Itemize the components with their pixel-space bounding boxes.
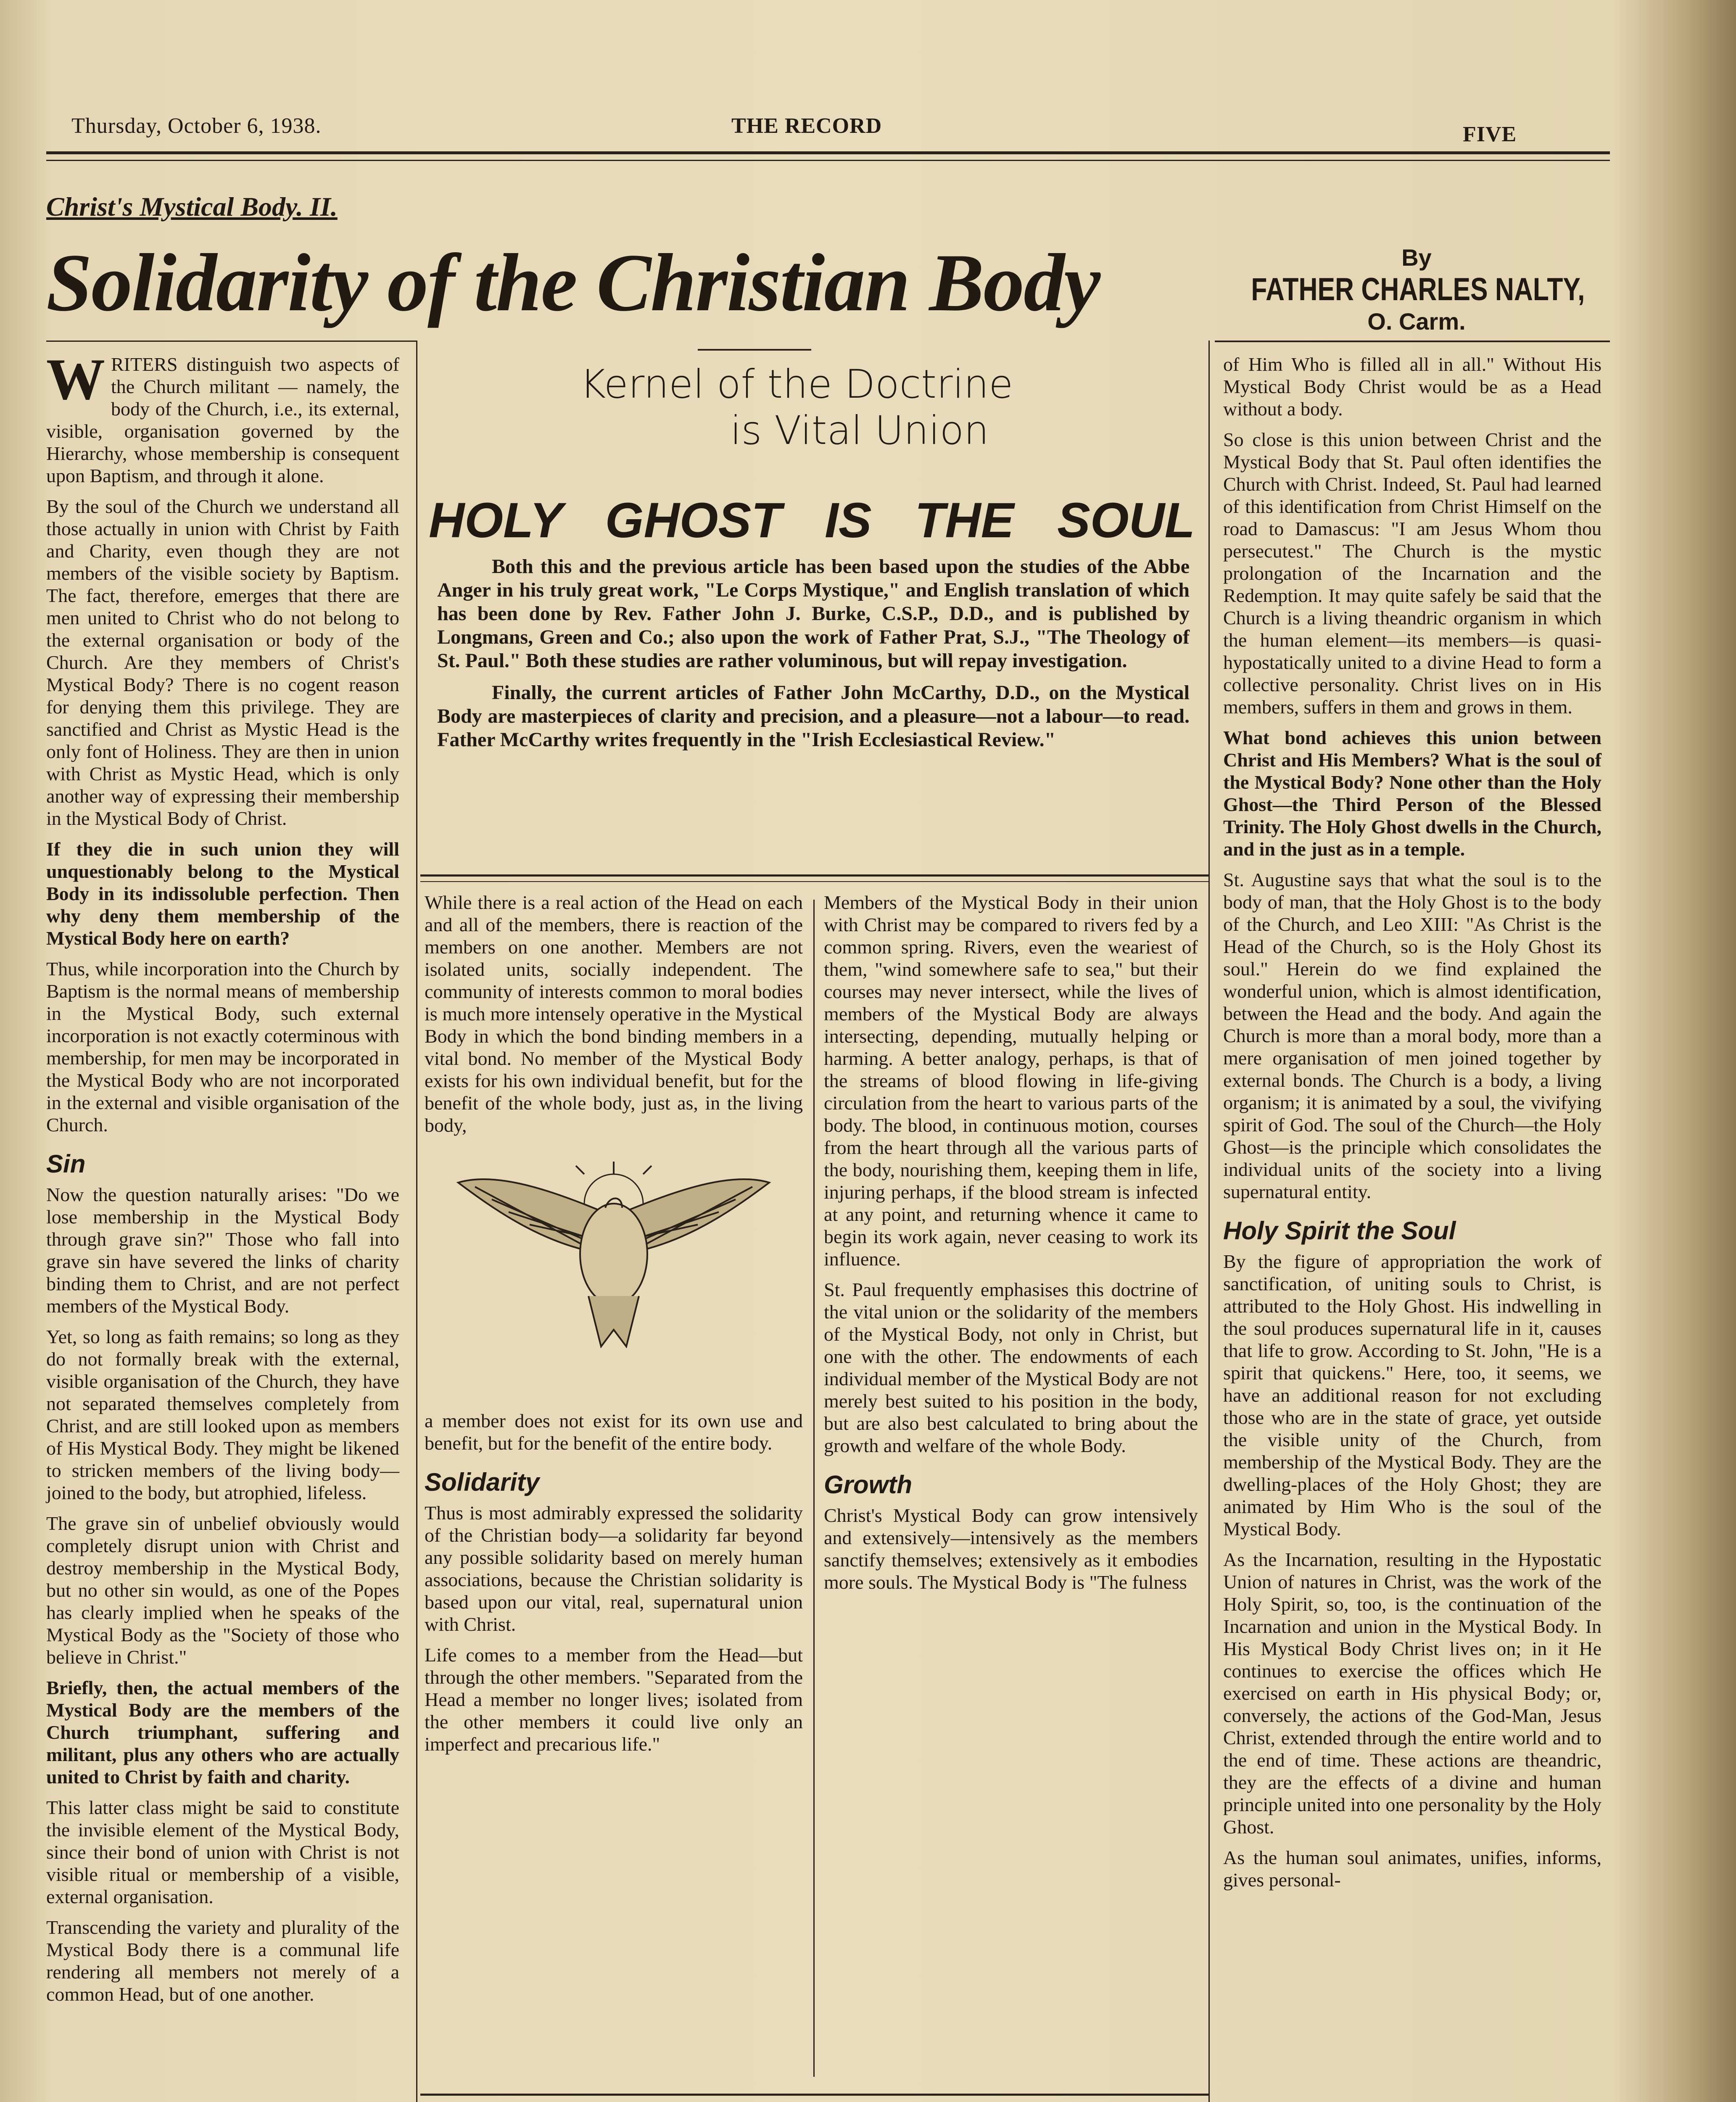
paragraph: Transcending the variety and plurality of the Mystical Body there is a communal life rendering all members not merely of a common Head, but of one another. [46,1917,399,2005]
subheading-solidarity: Solidarity [425,1468,540,1496]
section-banner: HOLY GHOST IS THE SOUL [429,493,1195,548]
intro-box [437,555,1190,760]
page-number: FIVE [1463,122,1517,146]
paragraph: Briefly, then, the actual members of the Mystical Body are the members of the Church triumphant, suffering and militant, plus any others who are actually united to Christ by faith and charity. [46,1677,399,1788]
paragraph: While there is a real action of the Head on each and all of the members, there is reaction of the members on one another. Members are not isolated units, socially independent. The community of interests common to moral bodies is much more intensely operative in the Mystical Body in which the bond binding members in a vital bond. No member of the Mystical Body exists for his own individual benefit, but for the benefit of the whole body, just as, in the living body, [425,892,803,1136]
paragraph: a member does not exist for its own use and benefit, but for the benefit of the entire body. [425,1410,803,1454]
paper-name: THE RECORD [731,114,882,138]
column-rule [1208,341,1210,2102]
paragraph: This latter class might be said to constitute the invisible element of the Mystical Body, since their bond of union with Christ is not visible ritual or membership of a visible, external organisation. [46,1797,399,1907]
subheading-sin: Sin [46,1150,86,1178]
paragraph: Christ's Mystical Body can grow intensively and extensively—intensively as the members sanctify themselves; extensively as it embodies more souls. The Mystical Body is "The fulness [824,1505,1198,1593]
paragraph: Thus, while incorporation into the Church by Baptism is the normal means of membership in the Mystical Body, such external incorporation is not exactly coterminous with membership, for men may be incorporated in the Mystical Body who are not incorporated in the external and visible organisation of the Church. [46,958,399,1136]
subhead-line-1: Kernel of the Doctrine [580,362,1013,407]
paragraph: Members of the Mystical Body in their union with Christ may be compared to rivers fed by a common spring. Rivers, even the weariest of them, "wind somewhere safe to sea," but their courses may never intersect, while the lives of members of the Mystical Body are always intersecting, depending, mutually helping or harming. A better analogy, perhaps, is that of the streams of blood flowing in life-giving circulation from the heart to various parts of the body. The blood, in continuous motion, courses from the heart through all the various parts of the body, nourishing them, keeping them in life, injuring perhaps, if the blood stream is infected at any point, and returning whence it came to begin its work again, never ceasing to work its influence. [824,892,1198,1270]
byline-order: O. Carm. [1367,308,1466,335]
column-rule [813,900,815,2077]
byline [1215,244,1618,335]
paragraph: Yet, so long as faith remains; so long as they do not formally break with the external, visible organisation of the Church, they have not separated themselves completely from Christ, and are still looked upon as members of His Mystical Body. They might be likened to stricken members of the living body—joined to the body, but atrophied, lifeless. [46,1326,399,1503]
paragraph: By the figure of appropriation the work of sanctification, of uniting souls to Christ, is attributed to the Holy Ghost. His indwelling in the soul produces supernatural life in it, causes that life to grow. According to St. John, "He is a spirit that quickens." Here, too, it seems, we have an additional reason for not excluding those who are in the state of grace, yet outside the visible unity of the Church, from membership of the Mystical Body. They are the dwelling-places of the Holy Ghost; they are animated by Him Who is the soul of the Mystical Body. [1223,1251,1601,1540]
byline-rule [1215,341,1610,342]
intro-paragraph: Finally, the current articles of Father John McCarthy, D.D., on the Mystical Body are masterpieces of clarity and precision, and a pleasure—not a labour—to read. Father McCarthy writes frequently in the "Irish Ecclesiastical Review." [437,681,1190,751]
column-1 [46,347,399,2014]
byline-author: FATHER CHARLES NALTY, [1251,272,1585,307]
column-3 [824,891,1198,1602]
subhead-line-2: is Vital Union [730,408,989,454]
paragraph: St. Augustine says that what the soul is to the body of man, that the Holy Ghost is to the body of the Church, and Leo XIII: "As Christ is the Head of the Church, so is the Holy Ghost its soul." Herein do we find explained the wonderful union, which is almost identification, between the Head and the body. And again the Church is more than a moral body, more than a mere organisation of men joined together by external bonds. The Church is a body, a living organism; it is animated by a soul, the vivifying spirit of God. The soul of the Church—the Holy Ghost—is the principle which consolidates the individual units of the society into a living supernatural entity. [1223,869,1601,1202]
intro-paragraph: Both this and the previous article has been based upon the studies of the Abbe Anger in his truly great work, "Le Corps Mystique," and English translation of which has been done by Rev. Father John J. Burke, C.S.P., D.D., and is published by Longmans, Green and Co.; also upon the work of Father Prat, S.J., "The Theology of St. Paul." Both these studies are rather voluminous, but will repay investigation. [437,555,1190,672]
paragraph: As the Incarnation, resulting in the Hypostatic Union of natures in Christ, was the work of the Holy Spirit, so, too, is the continuation of the Incarnation and union in the Mystical Body. In His Mystical Body Christ lives on; in it He continues to exercise the offices which He exercised on earth in His physical Body; or, conversely, the actions of the God-Man, Jesus Christ, extended through the entire world and to the end of time. These actions are theandric, they are the effects of a divine and human principle united into one personality by the Holy Ghost. [1223,1549,1601,1838]
holy-spirit-dove-icon [425,1145,803,1405]
paragraph: By the soul of the Church we understand all those actually in union with Christ by Faith and Charity, even though they are not members of the visible society by Baptism. The fact, therefore, emerges that there are men united to Christ who do not belong to the external organisation or body of the Church. Are they members of Christ's Mystical Body? There is no cogent reason for denying them this privilege. They are sanctified and Christ as Mystic Head is the only font of Holiness. They are then in union with Christ as Mystic Head, which is only another way of expressing their membership in the Mystical Body of Christ. [46,496,399,829]
subhead [429,362,1198,454]
header-rule [46,151,1610,154]
column-4 [1223,353,1601,1899]
paragraph: Now the question naturally arises: "Do we lose membership in the Mystical Body through grave sin?" Those who fall into grave sin have severed the links of charity binding them to Christ, and are not perfect members of the Mystical Body. [46,1184,399,1317]
paragraph: If they die in such union they will unquestionably belong to the Mystical Body in its indissoluble perfection. Then why deny them membership of the Mystical Body here on earth? [46,838,399,949]
paragraph: What bond achieves this union between Christ and His Members? What is the soul of the Mystical Body? None other than the Holy Ghost—the Third Person of the Blessed Trinity. The Holy Ghost dwells in the Church, and in the just as in a temple. [1223,727,1601,860]
issue-date: Thursday, October 6, 1938. [71,114,322,138]
series-kicker: Christ's Mystical Body. II. [46,192,338,222]
subheading-holy-spirit: Holy Spirit the Soul [1223,1217,1456,1245]
paragraph: RITERS distinguish two aspects of the Church militant — namely, the body of the Church, i.e., its external, visible, organisation governed by the Hierarchy, whose membership is consequent upon Baptism, and through it alone. [46,354,399,486]
paragraph: Life comes to a member from the Head—but through the other members. "Separated from the Head a member no longer lives; isolated from the other members it could live only an imperfect and precarious life." [425,1644,803,1755]
headline-rule [46,341,416,342]
paragraph: of Him Who is filled all in all." Without His Mystical Body Christ would be as a Head without a body. [1223,354,1601,420]
column-rule [416,341,417,2102]
paragraph: The grave sin of unbelief obviously would completely disrupt union with Christ and destroy membership in the Mystical Body, but no other sin would, as one of the Popes has clearly implied when he speaks of the Mystical Body as the "Society of those who believe in Christ." [46,1513,399,1668]
paragraph: So close is this union between Christ and the Mystical Body that St. Paul often identifies the Church with Christ. Indeed, St. Paul had learned of this identification from Christ Himself on the road to Damascus: "I am Jesus Whom thou persecutest." The Church is the mystic prolongation of the Incarnation and the Redemption. It may quite safely be said that the Church is a living theandric organism in which the human element—its members—is quasi-hypostatically united to a divine Head to form a collective personality. Christ lives on in His members, suffers in them and grows in them. [1223,429,1601,718]
column-2 [425,891,803,1764]
paragraph: As the human soul animates, unifies, informs, gives personal- [1223,1847,1601,1891]
headline: Solidarity of the Christian Body [46,237,1100,328]
paragraph: St. Paul frequently emphasises this doctrine of the vital union or the solidarity of the members of the Mystical Body, not only in Christ, but one with the other. The endowments of each individual member of the Mystical Body are not merely best suited to his position in the body, but are also best calculated to bring about the growth and welfare of the whole Body. [824,1279,1198,1456]
intro-rule [420,874,1208,877]
drop-cap: W [46,347,105,412]
ad-top-rule [420,2094,1208,2096]
intro-rule-2 [420,881,1208,882]
paragraph: Thus is most admirably expressed the solidarity of the Christian body—a solidarity far beyond any possible solidarity based on merely human associations, because the Christian solidarity is based upon our vital, real, supernatural union with Christ. [425,1502,803,1635]
subheading-growth: Growth [824,1471,912,1499]
byline-by: By [1401,244,1432,271]
dove-illustration [425,1145,803,1410]
subhead-ornament [698,349,811,351]
header-rule-2 [46,160,1610,161]
